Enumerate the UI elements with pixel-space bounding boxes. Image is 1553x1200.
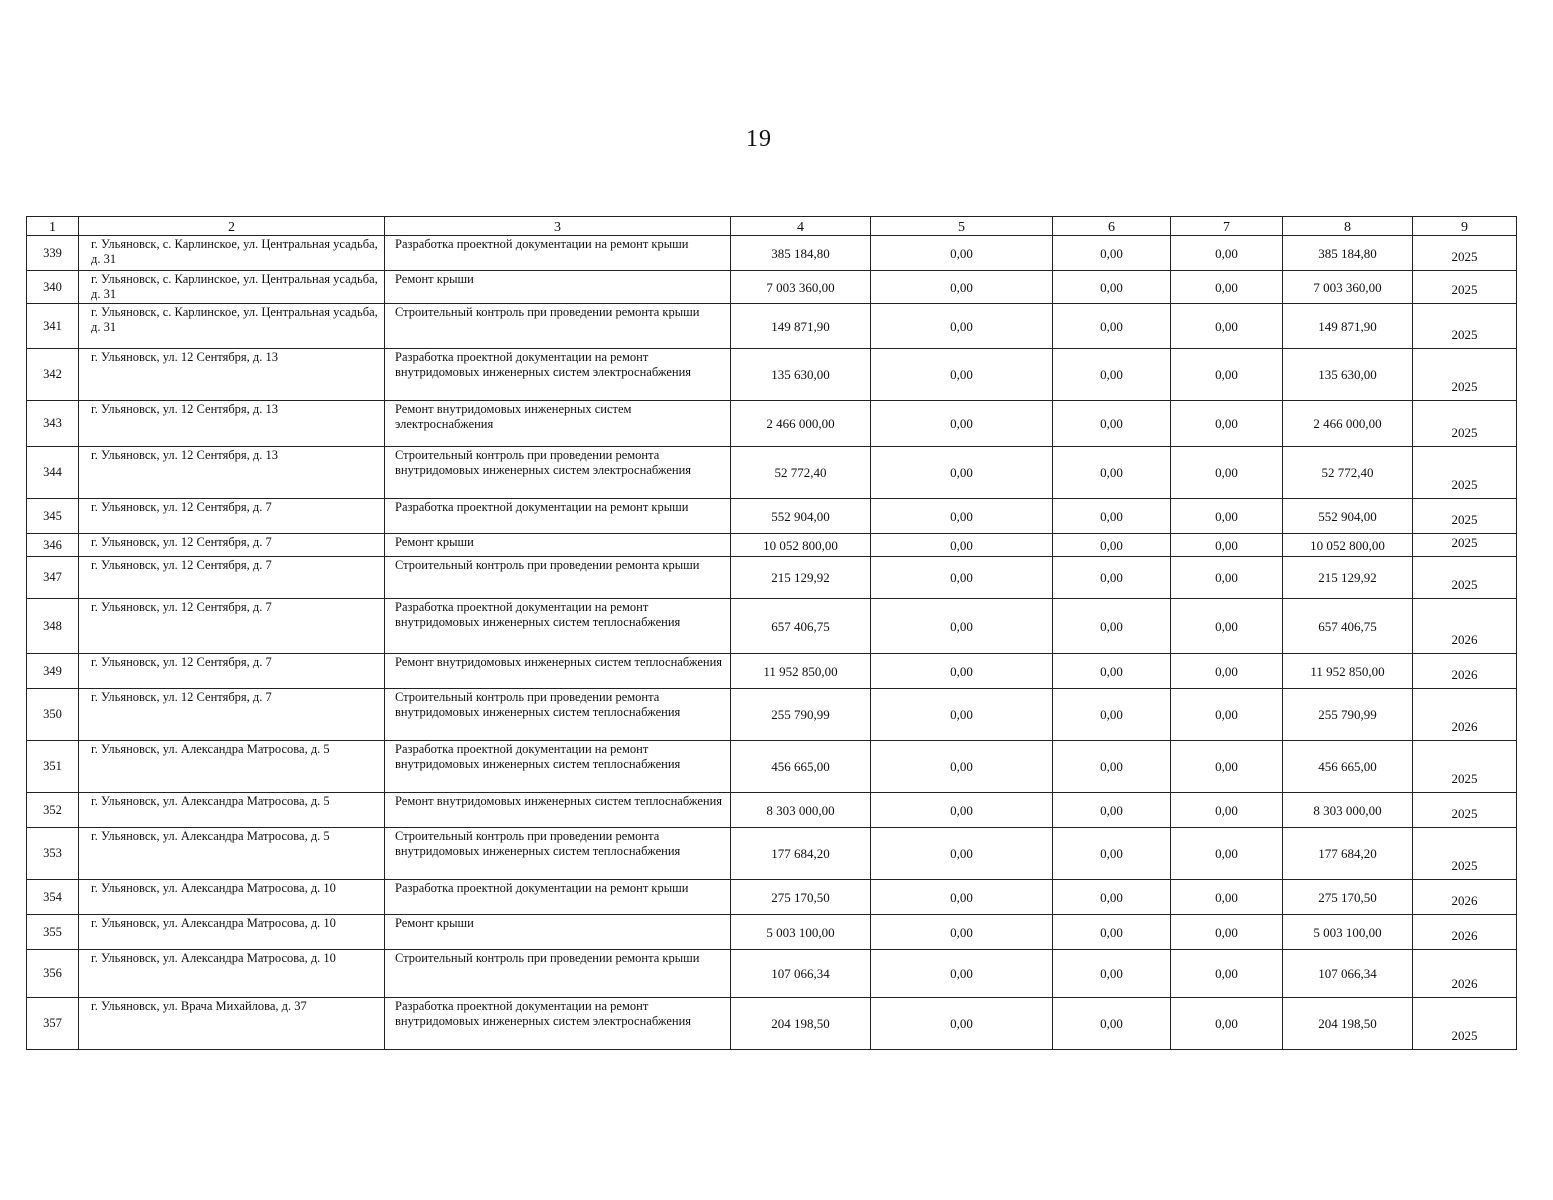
col5-value-cell: 0,00 <box>871 915 1053 950</box>
col6-value-cell: 0,00 <box>1053 401 1171 447</box>
col6-value-cell: 0,00 <box>1053 349 1171 401</box>
work-type-cell: Ремонт внутридомовых инженерных систем теплоснабжения <box>385 793 731 828</box>
col8-value-cell: 552 904,00 <box>1283 499 1413 534</box>
row-number-cell: 345 <box>27 499 79 534</box>
address-cell: г. Ульяновск, ул. 12 Сентября, д. 7 <box>79 534 385 557</box>
col4-value-cell: 275 170,50 <box>731 880 871 915</box>
col7-value-cell: 0,00 <box>1171 793 1283 828</box>
col7-value-cell: 0,00 <box>1171 654 1283 689</box>
table-row <box>27 304 1517 349</box>
col7-value-cell: 0,00 <box>1171 271 1283 304</box>
address-cell: г. Ульяновск, ул. 12 Сентября, д. 13 <box>79 349 385 401</box>
column-header-8: 8 <box>1283 217 1413 236</box>
col5-value-cell: 0,00 <box>871 689 1053 741</box>
col5-value-cell: 0,00 <box>871 599 1053 654</box>
col8-value-cell: 8 303 000,00 <box>1283 793 1413 828</box>
address-cell: г. Ульяновск, ул. 12 Сентября, д. 13 <box>79 447 385 499</box>
col7-value-cell: 0,00 <box>1171 998 1283 1050</box>
col6-value-cell: 0,00 <box>1053 950 1171 998</box>
year-cell: 2026 <box>1413 880 1517 915</box>
address-cell: г. Ульяновск, с. Карлинское, ул. Центральная усадьба, д. 31 <box>79 236 385 271</box>
col5-value-cell: 0,00 <box>871 828 1053 880</box>
column-header-4: 4 <box>731 217 871 236</box>
col6-value-cell: 0,00 <box>1053 654 1171 689</box>
year-cell: 2025 <box>1413 998 1517 1050</box>
col4-value-cell: 215 129,92 <box>731 557 871 599</box>
col4-value-cell: 11 952 850,00 <box>731 654 871 689</box>
row-number-cell: 340 <box>27 271 79 304</box>
col6-value-cell: 0,00 <box>1053 447 1171 499</box>
col6-value-cell: 0,00 <box>1053 534 1171 557</box>
col7-value-cell: 0,00 <box>1171 689 1283 741</box>
col6-value-cell: 0,00 <box>1053 304 1171 349</box>
work-type-cell: Строительный контроль при проведении ремонта крыши <box>385 557 731 599</box>
row-number-cell: 354 <box>27 880 79 915</box>
year-cell: 2025 <box>1413 447 1517 499</box>
col6-value-cell: 0,00 <box>1053 793 1171 828</box>
col5-value-cell: 0,00 <box>871 401 1053 447</box>
row-number-cell: 347 <box>27 557 79 599</box>
col6-value-cell: 0,00 <box>1053 599 1171 654</box>
table-row <box>27 741 1517 793</box>
work-type-cell: Разработка проектной документации на ремонт внутридомовых инженерных систем теплоснабжения <box>385 741 731 793</box>
col4-value-cell: 8 303 000,00 <box>731 793 871 828</box>
col6-value-cell: 0,00 <box>1053 828 1171 880</box>
col4-value-cell: 135 630,00 <box>731 349 871 401</box>
year-cell: 2026 <box>1413 599 1517 654</box>
row-number-cell: 351 <box>27 741 79 793</box>
address-cell: г. Ульяновск, ул. Александра Матросова, д. 5 <box>79 741 385 793</box>
row-number-cell: 355 <box>27 915 79 950</box>
row-number-cell: 348 <box>27 599 79 654</box>
col8-value-cell: 107 066,34 <box>1283 950 1413 998</box>
works-table <box>26 216 1517 1050</box>
page-number: 19 <box>746 126 772 152</box>
year-cell: 2025 <box>1413 828 1517 880</box>
col8-value-cell: 135 630,00 <box>1283 349 1413 401</box>
col8-value-cell: 52 772,40 <box>1283 447 1413 499</box>
col6-value-cell: 0,00 <box>1053 689 1171 741</box>
row-number-cell: 349 <box>27 654 79 689</box>
col8-value-cell: 204 198,50 <box>1283 998 1413 1050</box>
table-row <box>27 599 1517 654</box>
row-number-cell: 341 <box>27 304 79 349</box>
col7-value-cell: 0,00 <box>1171 915 1283 950</box>
work-type-cell: Разработка проектной документации на ремонт крыши <box>385 499 731 534</box>
col4-value-cell: 10 052 800,00 <box>731 534 871 557</box>
table-row <box>27 998 1517 1050</box>
col4-value-cell: 456 665,00 <box>731 741 871 793</box>
col7-value-cell: 0,00 <box>1171 741 1283 793</box>
col4-value-cell: 52 772,40 <box>731 447 871 499</box>
col5-value-cell: 0,00 <box>871 998 1053 1050</box>
col5-value-cell: 0,00 <box>871 236 1053 271</box>
col8-value-cell: 10 052 800,00 <box>1283 534 1413 557</box>
year-cell: 2025 <box>1413 557 1517 599</box>
col8-value-cell: 456 665,00 <box>1283 741 1413 793</box>
work-type-cell: Разработка проектной документации на ремонт крыши <box>385 880 731 915</box>
work-type-cell: Ремонт внутридомовых инженерных систем теплоснабжения <box>385 654 731 689</box>
year-cell: 2025 <box>1413 236 1517 271</box>
col7-value-cell: 0,00 <box>1171 880 1283 915</box>
table-body <box>27 236 1517 1050</box>
row-number-cell: 357 <box>27 998 79 1050</box>
year-cell: 2025 <box>1413 401 1517 447</box>
year-cell: 2025 <box>1413 499 1517 534</box>
work-type-cell: Разработка проектной документации на ремонт внутридомовых инженерных систем электроснабжения <box>385 349 731 401</box>
col8-value-cell: 255 790,99 <box>1283 689 1413 741</box>
col8-value-cell: 2 466 000,00 <box>1283 401 1413 447</box>
col6-value-cell: 0,00 <box>1053 271 1171 304</box>
work-type-cell: Строительный контроль при проведении ремонта крыши <box>385 304 731 349</box>
year-cell: 2025 <box>1413 271 1517 304</box>
work-type-cell: Ремонт крыши <box>385 271 731 304</box>
col7-value-cell: 0,00 <box>1171 557 1283 599</box>
col7-value-cell: 0,00 <box>1171 447 1283 499</box>
col8-value-cell: 11 952 850,00 <box>1283 654 1413 689</box>
work-type-cell: Разработка проектной документации на ремонт крыши <box>385 236 731 271</box>
table-row <box>27 349 1517 401</box>
address-cell: г. Ульяновск, ул. Александра Матросова, д. 5 <box>79 793 385 828</box>
year-cell: 2025 <box>1413 741 1517 793</box>
col5-value-cell: 0,00 <box>871 447 1053 499</box>
address-cell: г. Ульяновск, с. Карлинское, ул. Центральная усадьба, д. 31 <box>79 304 385 349</box>
work-type-cell: Ремонт внутридомовых инженерных систем электроснабжения <box>385 401 731 447</box>
col7-value-cell: 0,00 <box>1171 828 1283 880</box>
col4-value-cell: 149 871,90 <box>731 304 871 349</box>
table-row <box>27 557 1517 599</box>
col4-value-cell: 7 003 360,00 <box>731 271 871 304</box>
col7-value-cell: 0,00 <box>1171 534 1283 557</box>
col7-value-cell: 0,00 <box>1171 401 1283 447</box>
row-number-cell: 344 <box>27 447 79 499</box>
col5-value-cell: 0,00 <box>871 741 1053 793</box>
col5-value-cell: 0,00 <box>871 557 1053 599</box>
col8-value-cell: 149 871,90 <box>1283 304 1413 349</box>
work-type-cell: Разработка проектной документации на ремонт внутридомовых инженерных систем теплоснабжения <box>385 599 731 654</box>
row-number-cell: 350 <box>27 689 79 741</box>
column-header-2: 2 <box>79 217 385 236</box>
col5-value-cell: 0,00 <box>871 499 1053 534</box>
column-header-1: 1 <box>27 217 79 236</box>
col8-value-cell: 275 170,50 <box>1283 880 1413 915</box>
table-row <box>27 447 1517 499</box>
row-number-cell: 346 <box>27 534 79 557</box>
table-row <box>27 499 1517 534</box>
work-type-cell: Ремонт крыши <box>385 534 731 557</box>
col8-value-cell: 5 003 100,00 <box>1283 915 1413 950</box>
table-row <box>27 271 1517 304</box>
address-cell: г. Ульяновск, ул. 12 Сентября, д. 7 <box>79 599 385 654</box>
work-type-cell: Строительный контроль при проведении ремонта внутридомовых инженерных систем теплоснабжения <box>385 828 731 880</box>
col6-value-cell: 0,00 <box>1053 557 1171 599</box>
table-row <box>27 793 1517 828</box>
col8-value-cell: 177 684,20 <box>1283 828 1413 880</box>
table-row <box>27 880 1517 915</box>
address-cell: г. Ульяновск, ул. Александра Матросова, д. 10 <box>79 880 385 915</box>
col7-value-cell: 0,00 <box>1171 349 1283 401</box>
col4-value-cell: 657 406,75 <box>731 599 871 654</box>
col6-value-cell: 0,00 <box>1053 741 1171 793</box>
table-row <box>27 915 1517 950</box>
column-header-7: 7 <box>1171 217 1283 236</box>
col6-value-cell: 0,00 <box>1053 915 1171 950</box>
col7-value-cell: 0,00 <box>1171 950 1283 998</box>
work-type-cell: Строительный контроль при проведении ремонта крыши <box>385 950 731 998</box>
table-row <box>27 534 1517 557</box>
year-cell: 2026 <box>1413 689 1517 741</box>
year-cell: 2025 <box>1413 793 1517 828</box>
column-header-5: 5 <box>871 217 1053 236</box>
col5-value-cell: 0,00 <box>871 793 1053 828</box>
year-cell: 2026 <box>1413 950 1517 998</box>
col5-value-cell: 0,00 <box>871 534 1053 557</box>
col7-value-cell: 0,00 <box>1171 304 1283 349</box>
row-number-cell: 342 <box>27 349 79 401</box>
col4-value-cell: 385 184,80 <box>731 236 871 271</box>
address-cell: г. Ульяновск, ул. Александра Матросова, д. 10 <box>79 950 385 998</box>
col8-value-cell: 7 003 360,00 <box>1283 271 1413 304</box>
col6-value-cell: 0,00 <box>1053 499 1171 534</box>
address-cell: г. Ульяновск, с. Карлинское, ул. Центральная усадьба, д. 31 <box>79 271 385 304</box>
table-row <box>27 828 1517 880</box>
year-cell: 2025 <box>1413 304 1517 349</box>
table-header <box>27 217 1517 236</box>
col8-value-cell: 385 184,80 <box>1283 236 1413 271</box>
col8-value-cell: 215 129,92 <box>1283 557 1413 599</box>
year-cell: 2026 <box>1413 654 1517 689</box>
address-cell: г. Ульяновск, ул. 12 Сентября, д. 7 <box>79 689 385 741</box>
col4-value-cell: 2 466 000,00 <box>731 401 871 447</box>
row-number-cell: 343 <box>27 401 79 447</box>
table-row <box>27 236 1517 271</box>
column-header-3: 3 <box>385 217 731 236</box>
col5-value-cell: 0,00 <box>871 304 1053 349</box>
col6-value-cell: 0,00 <box>1053 880 1171 915</box>
col4-value-cell: 5 003 100,00 <box>731 915 871 950</box>
col6-value-cell: 0,00 <box>1053 998 1171 1050</box>
address-cell: г. Ульяновск, ул. 12 Сентября, д. 13 <box>79 401 385 447</box>
col7-value-cell: 0,00 <box>1171 499 1283 534</box>
col5-value-cell: 0,00 <box>871 880 1053 915</box>
work-type-cell: Строительный контроль при проведении ремонта внутридомовых инженерных систем теплоснабжения <box>385 689 731 741</box>
column-header-6: 6 <box>1053 217 1171 236</box>
col5-value-cell: 0,00 <box>871 654 1053 689</box>
address-cell: г. Ульяновск, ул. 12 Сентября, д. 7 <box>79 654 385 689</box>
table-row <box>27 654 1517 689</box>
row-number-cell: 353 <box>27 828 79 880</box>
col5-value-cell: 0,00 <box>871 271 1053 304</box>
col6-value-cell: 0,00 <box>1053 236 1171 271</box>
year-cell: 2026 <box>1413 915 1517 950</box>
address-cell: г. Ульяновск, ул. Александра Матросова, д. 5 <box>79 828 385 880</box>
row-number-cell: 352 <box>27 793 79 828</box>
address-cell: г. Ульяновск, ул. 12 Сентября, д. 7 <box>79 557 385 599</box>
table-row <box>27 689 1517 741</box>
year-cell: 2025 <box>1413 349 1517 401</box>
col5-value-cell: 0,00 <box>871 950 1053 998</box>
row-number-cell: 356 <box>27 950 79 998</box>
table-row <box>27 401 1517 447</box>
work-type-cell: Строительный контроль при проведении ремонта внутридомовых инженерных систем электроснабжения <box>385 447 731 499</box>
work-type-cell: Ремонт крыши <box>385 915 731 950</box>
year-cell: 2025 <box>1413 534 1517 557</box>
col5-value-cell: 0,00 <box>871 349 1053 401</box>
work-type-cell: Разработка проектной документации на ремонт внутридомовых инженерных систем электроснабжения <box>385 998 731 1050</box>
row-number-cell: 339 <box>27 236 79 271</box>
col4-value-cell: 107 066,34 <box>731 950 871 998</box>
address-cell: г. Ульяновск, ул. Врача Михайлова, д. 37 <box>79 998 385 1050</box>
col8-value-cell: 657 406,75 <box>1283 599 1413 654</box>
address-cell: г. Ульяновск, ул. 12 Сентября, д. 7 <box>79 499 385 534</box>
table-row <box>27 950 1517 998</box>
col4-value-cell: 552 904,00 <box>731 499 871 534</box>
col4-value-cell: 204 198,50 <box>731 998 871 1050</box>
column-header-9: 9 <box>1413 217 1517 236</box>
address-cell: г. Ульяновск, ул. Александра Матросова, д. 10 <box>79 915 385 950</box>
col7-value-cell: 0,00 <box>1171 599 1283 654</box>
col7-value-cell: 0,00 <box>1171 236 1283 271</box>
header-row <box>27 217 1517 236</box>
col4-value-cell: 255 790,99 <box>731 689 871 741</box>
col4-value-cell: 177 684,20 <box>731 828 871 880</box>
